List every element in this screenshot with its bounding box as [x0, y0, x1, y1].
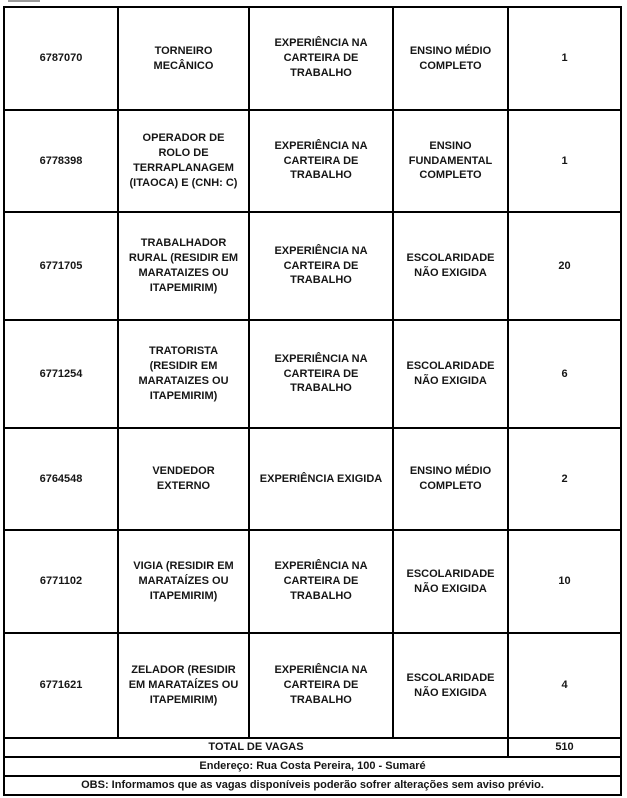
cell-experience: EXPERIÊNCIA NA CARTEIRA DE TRABALHO — [249, 320, 393, 428]
cell-experience: EXPERIÊNCIA EXIGIDA — [249, 428, 393, 530]
cell-code: 6771705 — [4, 212, 118, 320]
cell-experience: EXPERIÊNCIA NA CARTEIRA DE TRABALHO — [249, 212, 393, 320]
total-label: TOTAL DE VAGAS — [4, 738, 508, 757]
cell-vacancies: 2 — [508, 428, 621, 530]
cell-job-title: ZELADOR (RESIDIR EM MARATAÍZES OU ITAPEMIRIM) — [118, 633, 249, 738]
cell-job-title: VENDEDOR EXTERNO — [118, 428, 249, 530]
table-row — [4, 110, 621, 212]
cell-code: 6787070 — [4, 7, 118, 110]
cell-vacancies: 1 — [508, 7, 621, 110]
address-row — [4, 757, 621, 776]
cell-education: ESCOLARIDADE NÃO EXIGIDA — [393, 530, 508, 633]
cell-education: ESCOLARIDADE NÃO EXIGIDA — [393, 633, 508, 738]
obs-text: OBS: Informamos que as vagas disponíveis poderão sofrer alterações sem aviso prévio. — [4, 776, 621, 795]
cell-experience: EXPERIÊNCIA NA CARTEIRA DE TRABALHO — [249, 7, 393, 110]
cell-education: ENSINO MÉDIO COMPLETO — [393, 7, 508, 110]
total-row — [4, 738, 621, 757]
cell-code: 6771254 — [4, 320, 118, 428]
cell-code: 6778398 — [4, 110, 118, 212]
vacancies-table — [3, 6, 622, 796]
cell-job-title: TRATORISTA (RESIDIR EM MARATAIZES OU ITAPEMIRIM) — [118, 320, 249, 428]
cell-vacancies: 4 — [508, 633, 621, 738]
cell-vacancies: 1 — [508, 110, 621, 212]
table-row — [4, 428, 621, 530]
cell-vacancies: 20 — [508, 212, 621, 320]
obs-row — [4, 776, 621, 795]
cell-job-title: TORNEIRO MECÂNICO — [118, 7, 249, 110]
cell-education: ESCOLARIDADE NÃO EXIGIDA — [393, 212, 508, 320]
cell-experience: EXPERIÊNCIA NA CARTEIRA DE TRABALHO — [249, 110, 393, 212]
table-row — [4, 212, 621, 320]
cell-job-title: OPERADOR DE ROLO DE TERRAPLANAGEM (ITAOCA) E (CNH: C) — [118, 110, 249, 212]
cell-code: 6771621 — [4, 633, 118, 738]
table-row — [4, 7, 621, 110]
cell-education: ESCOLARIDADE NÃO EXIGIDA — [393, 320, 508, 428]
cell-education: ENSINO FUNDAMENTAL COMPLETO — [393, 110, 508, 212]
scan-artifact — [8, 0, 40, 2]
cell-experience: EXPERIÊNCIA NA CARTEIRA DE TRABALHO — [249, 633, 393, 738]
table-row — [4, 633, 621, 738]
address-text: Endereço: Rua Costa Pereira, 100 - Sumaré — [4, 757, 621, 776]
cell-code: 6764548 — [4, 428, 118, 530]
cell-education: ENSINO MÉDIO COMPLETO — [393, 428, 508, 530]
table-row — [4, 320, 621, 428]
cell-job-title: TRABALHADOR RURAL (RESIDIR EM MARATAIZES OU ITAPEMIRIM) — [118, 212, 249, 320]
cell-vacancies: 6 — [508, 320, 621, 428]
cell-vacancies: 10 — [508, 530, 621, 633]
cell-job-title: VIGIA (RESIDIR EM MARATAÍZES OU ITAPEMIRIM) — [118, 530, 249, 633]
table-row — [4, 530, 621, 633]
cell-experience: EXPERIÊNCIA NA CARTEIRA DE TRABALHO — [249, 530, 393, 633]
cell-code: 6771102 — [4, 530, 118, 633]
total-value: 510 — [508, 738, 621, 757]
